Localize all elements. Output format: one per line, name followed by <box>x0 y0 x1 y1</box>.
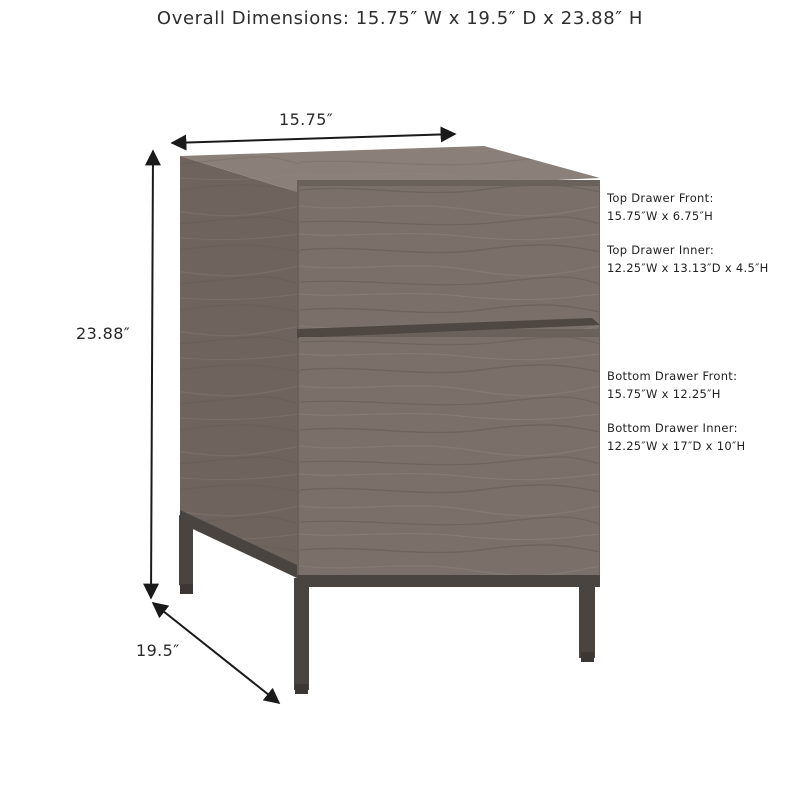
depth-dimension-label: 19.5″ <box>136 641 180 660</box>
bottom-drawer-front-callout <box>607 367 737 403</box>
top-drawer-inner-title: Top Drawer Inner: <box>607 243 715 257</box>
height-arrow <box>151 151 153 598</box>
cabinet-side-grain <box>180 156 297 570</box>
bottom-drawer-inner-size: 12.25″W x 17″D x 10″H <box>607 439 746 453</box>
bottom-drawer-front-title: Bottom Drawer Front: <box>607 369 738 383</box>
top-drawer-inner-callout <box>607 241 769 277</box>
width-dimension-label: 15.75″ <box>279 110 334 129</box>
top-drawer-grain <box>299 186 599 329</box>
top-drawer-front-size: 15.75″W x 6.75″H <box>607 209 714 223</box>
width-arrow <box>172 134 455 143</box>
overall-dimensions-title: Overall Dimensions: 15.75″ W x 19.5″ D x 23.88″ H <box>156 8 644 29</box>
bottom-drawer-inner-title: Bottom Drawer Inner: <box>607 421 738 435</box>
bottom-drawer-grain <box>299 337 599 577</box>
top-drawer-front-callout <box>607 189 714 225</box>
top-drawer-inner-size: 12.25″W x 13.13″D x 4.5″H <box>607 261 769 275</box>
bottom-drawer-front-size: 15.75″W x 12.25″H <box>607 387 721 401</box>
top-drawer-front-title: Top Drawer Front: <box>607 191 714 205</box>
bottom-drawer-inner-callout <box>607 419 745 455</box>
height-dimension-label: 23.88″ <box>76 324 131 343</box>
